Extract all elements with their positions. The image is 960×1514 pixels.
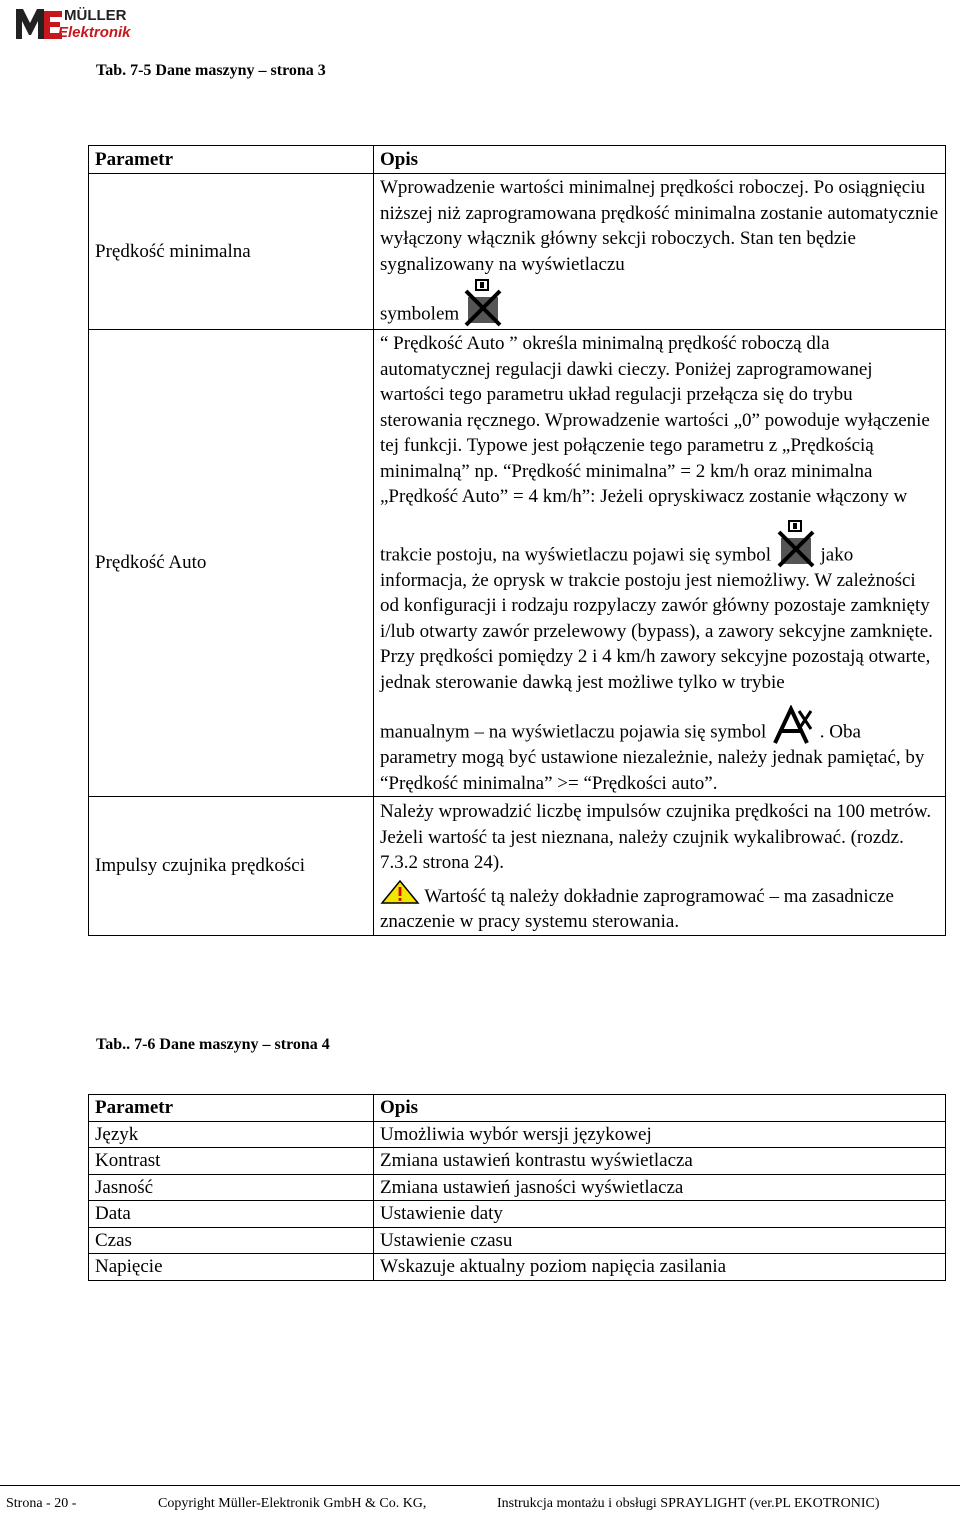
desc-cell: Ustawienie czasu — [374, 1227, 946, 1254]
warning-text: Wartość tą należy dokładnie zaprogramować – ma zasadnicze znaczenie w pracy systemu sterowania. — [380, 885, 894, 932]
param-min-speed: Prędkość minimalna — [89, 174, 374, 330]
table-row — [89, 1201, 946, 1228]
desc-cell: Umożliwia wybór wersji językowej — [374, 1121, 946, 1148]
desc-speed-impulses-a: Należy wprowadzić liczbę impulsów czujnika prędkości na 100 metrów. Jeżeli wartość ta jest nieznana, należy czujnik wykalibrować. (rozdz. 7.3.2 strona 24). — [380, 801, 932, 873]
header-parametr: Parametr — [89, 146, 374, 174]
table-row — [89, 1227, 946, 1254]
param-cell: Napięcie — [89, 1254, 374, 1281]
sprayer-off-icon — [464, 279, 502, 327]
desc-speed-impulses — [374, 797, 946, 936]
desc-auto-speed-b1: trakcie postoju, na wyświetlaczu pojawi się symbol — [380, 544, 771, 565]
desc-cell: Zmiana ustawień jasności wyświetlacza — [374, 1174, 946, 1201]
desc-auto-speed-b — [380, 520, 939, 696]
param-cell: Data — [89, 1201, 374, 1228]
header-parametr: Parametr — [89, 1095, 374, 1122]
table-caption-2: Tab.. 7-6 Dane maszyny – strona 4 — [96, 1036, 330, 1053]
footer-copyright: Copyright Müller-Elektronik GmbH & Co. KG, — [158, 1496, 427, 1511]
param-cell: Czas — [89, 1227, 374, 1254]
table-row — [89, 1174, 946, 1201]
manual-mode-icon — [771, 705, 815, 745]
footer-manual-title: Instrukcja montażu i obsługi SPRAYLIGHT (ver.PL EKOTRONIC) — [497, 1496, 880, 1511]
param-cell: Jasność — [89, 1174, 374, 1201]
table-row — [89, 1148, 946, 1175]
page-footer — [0, 1485, 960, 1514]
desc-speed-impulses-warning — [380, 880, 939, 935]
symbolem-text: symbolem — [380, 303, 460, 325]
param-auto-speed: Prędkość Auto — [89, 330, 374, 797]
header-opis: Opis — [374, 146, 946, 174]
param-cell: Język — [89, 1121, 374, 1148]
desc-min-speed-symbol — [374, 278, 946, 330]
company-logo — [14, 3, 166, 41]
footer-page-number: Strona - 20 - — [6, 1496, 77, 1511]
param-speed-impulses: Impulsy czujnika prędkości — [89, 797, 374, 936]
desc-auto-speed-c1: manualnym – na wyświetlaczu pojawia się symbol — [380, 721, 767, 743]
table-row — [89, 1121, 946, 1148]
machine-data-table-4 — [88, 1094, 946, 1281]
table-row — [89, 1254, 946, 1281]
desc-auto-speed-c — [380, 705, 939, 796]
desc-cell: Wskazuje aktualny poziom napięcia zasilania — [374, 1254, 946, 1281]
logo-line2: Elektronik — [58, 24, 131, 41]
logo-line1: MÜLLER — [64, 7, 127, 24]
desc-auto-speed-c2: . Oba parametry mogą być ustawione niezależnie, należy jednak pamiętać, by “Prędkość minimalna” >= “Prędkości auto”. — [380, 721, 925, 794]
desc-auto-speed — [374, 330, 946, 797]
warning-icon — [380, 880, 420, 904]
machine-data-table-3 — [88, 145, 946, 936]
table-caption-1: Tab. 7-5 Dane maszyny – strona 3 — [96, 62, 326, 79]
desc-min-speed: Wprowadzenie wartości minimalnej prędkości roboczej. Po osiągnięciu niższej niż zaprogramowana prędkość minimalna zostanie automatycznie wyłączony włącznik główny sekcji roboczych. Stan ten będzie sygnalizowany na wyświetlaczu — [374, 174, 946, 278]
header-opis: Opis — [374, 1095, 946, 1122]
sprayer-off-icon — [776, 520, 816, 568]
desc-auto-speed-b2: jako informacja, że oprysk w trakcie postoju jest niemożliwy. W zależności od konfiguracji i rodzaju rozpylaczy zawór główny pozostaje zamknięty i/lub otwarty zawór przelewowy (bypass), a zawory sekcyjne zamknięte. Przy prędkości pomiędzy 2 i 4 km/h zawory sekcyjne pozostają otwarte, jednak sterowanie dawką jest możliwe tylko w trybie — [380, 544, 933, 693]
desc-cell: Ustawienie daty — [374, 1201, 946, 1228]
desc-auto-speed-a: “ Prędkość Auto ” określa minimalną prędkość roboczą dla automatycznej regulacji dawki cieczy. Poniżej zaprogramowanej wartości tego parametru układ regulacji przełącza się do trybu sterowania ręcznego. Wprowadzenie wartości „0” powoduje wyłączenie tej funkcji. Typowe jest połączenie tego parametru z „Prędkością minimalną” np. “Prędkość minimalna” = 2 km/h oraz minimalna „Prędkość Auto” = 4 km/h”: Jeżeli opryskiwacz zostanie włączony w — [380, 333, 930, 507]
param-cell: Kontrast — [89, 1148, 374, 1175]
desc-cell: Zmiana ustawień kontrastu wyświetlacza — [374, 1148, 946, 1175]
